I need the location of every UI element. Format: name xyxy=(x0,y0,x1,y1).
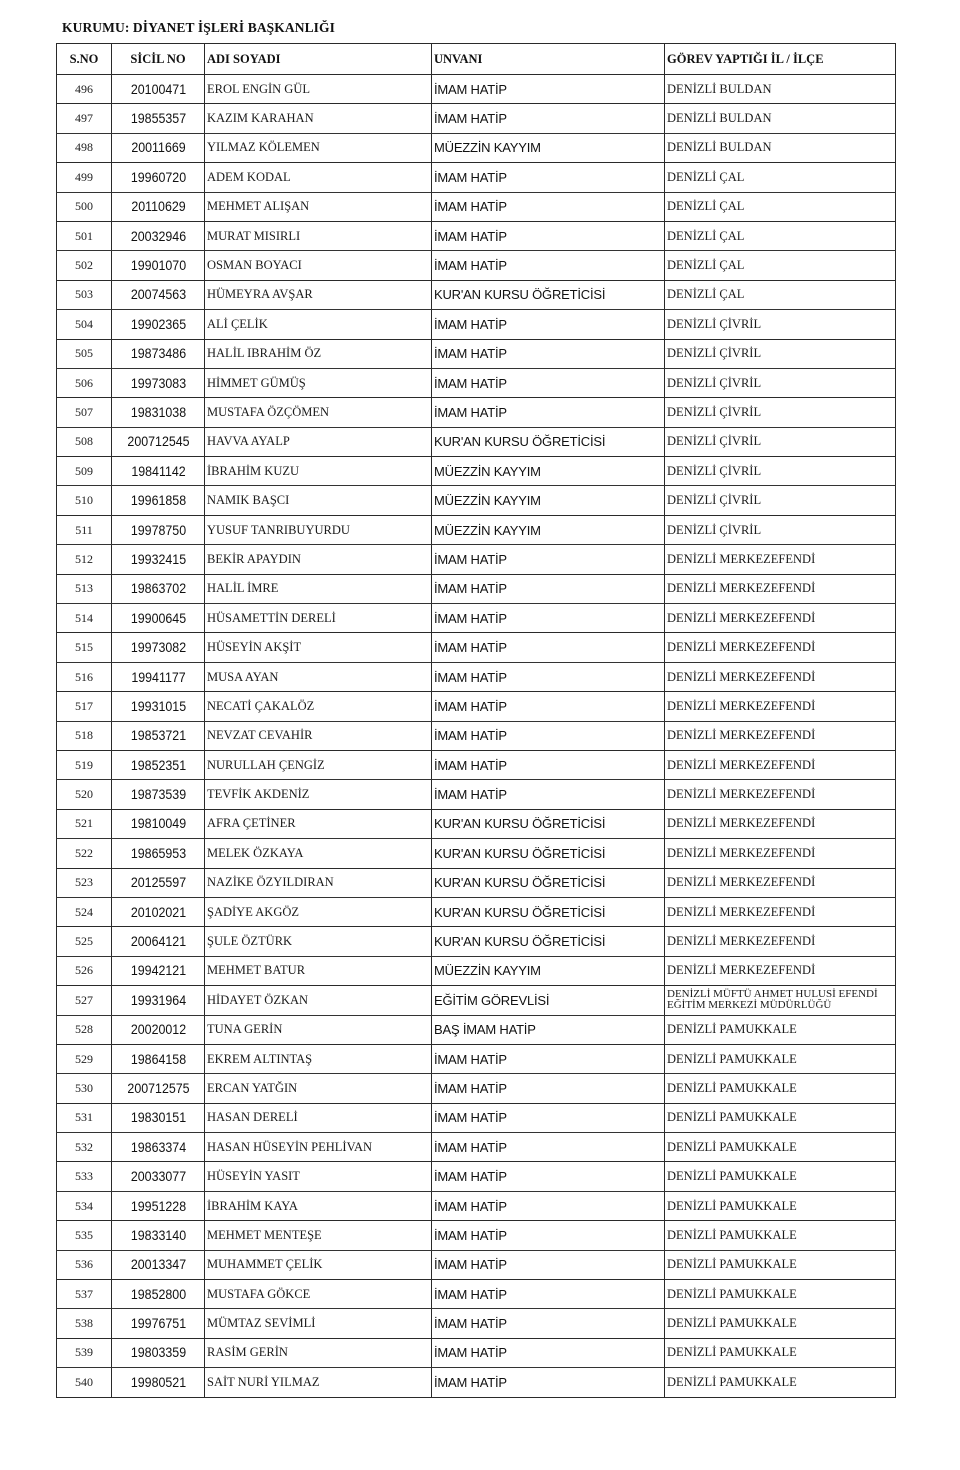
cell-name: NURULLAH ÇENGİZ xyxy=(205,750,432,779)
table-row xyxy=(57,368,896,397)
cell-sicil-no: 19831038 xyxy=(115,398,201,427)
cell-name: HAVVA AYALP xyxy=(205,427,432,456)
cell-name: HİMMET GÜMÜŞ xyxy=(205,368,432,397)
cell-sicil-no: 20100471 xyxy=(115,75,201,104)
cell-unvan: İMAM HATİP xyxy=(432,1368,665,1397)
cell-sicil-no: 19960720 xyxy=(115,163,201,192)
cell-gorev-yeri: DENİZLİ ÇAL xyxy=(665,251,896,280)
table-row xyxy=(57,809,896,838)
cell-unvan: İMAM HATİP xyxy=(432,1221,665,1250)
cell-name: RASİM GERİN xyxy=(205,1338,432,1367)
cell-sno: 508 xyxy=(57,427,112,456)
table-row xyxy=(57,339,896,368)
cell-sno: 537 xyxy=(57,1280,112,1309)
cell-sno: 536 xyxy=(57,1250,112,1279)
cell-sno: 513 xyxy=(57,574,112,603)
cell-sno: 500 xyxy=(57,192,112,221)
cell-unvan: KUR'AN KURSU ÖĞRETİCİSİ xyxy=(432,927,665,956)
table-row xyxy=(57,721,896,750)
cell-gorev-yeri: DENİZLİ BULDAN xyxy=(665,104,896,133)
table-row xyxy=(57,986,896,1015)
cell-sicil-no: 19841142 xyxy=(115,457,201,486)
table-row xyxy=(57,956,896,985)
cell-gorev-yeri: DENİZLİ MERKEZEFENDİ xyxy=(665,633,896,662)
cell-unvan: MÜEZZİN KAYYIM xyxy=(432,956,665,985)
cell-sno: 524 xyxy=(57,897,112,926)
cell-unvan: BAŞ İMAM HATİP xyxy=(432,1015,665,1044)
cell-sicil-no: 19973083 xyxy=(115,368,201,397)
cell-sno: 511 xyxy=(57,515,112,544)
cell-unvan: İMAM HATİP xyxy=(432,692,665,721)
cell-name: YUSUF TANRIBUYURDU xyxy=(205,515,432,544)
cell-sno: 528 xyxy=(57,1015,112,1044)
cell-gorev-yeri: DENİZLİ PAMUKKALE xyxy=(665,1133,896,1162)
cell-name: EKREM ALTINTAŞ xyxy=(205,1044,432,1073)
cell-unvan: İMAM HATİP xyxy=(432,163,665,192)
cell-sicil-no: 20020012 xyxy=(115,1015,201,1044)
cell-unvan: İMAM HATİP xyxy=(432,251,665,280)
cell-name: HÜSAMETTİN DERELİ xyxy=(205,604,432,633)
table-row xyxy=(57,545,896,574)
cell-gorev-yeri: DENİZLİ PAMUKKALE xyxy=(665,1280,896,1309)
cell-name: ŞADİYE AKGÖZ xyxy=(205,897,432,926)
cell-name: HALİL IBRAHİM ÖZ xyxy=(205,339,432,368)
cell-unvan: İMAM HATİP xyxy=(432,1280,665,1309)
cell-gorev-yeri: DENİZLİ PAMUKKALE xyxy=(665,1015,896,1044)
cell-gorev-yeri: DENİZLİ MERKEZEFENDİ xyxy=(665,692,896,721)
cell-unvan: İMAM HATİP xyxy=(432,1162,665,1191)
cell-gorev-yeri: DENİZLİ ÇİVRİL xyxy=(665,427,896,456)
cell-sno: 523 xyxy=(57,868,112,897)
table-row xyxy=(57,515,896,544)
cell-sno: 501 xyxy=(57,221,112,250)
cell-unvan: KUR'AN KURSU ÖĞRETİCİSİ xyxy=(432,839,665,868)
column-header-sno: S.NO xyxy=(57,44,112,75)
cell-sicil-no: 20074563 xyxy=(115,280,201,309)
cell-gorev-yeri: DENİZLİ PAMUKKALE xyxy=(665,1103,896,1132)
cell-gorev-yeri: DENİZLİ MERKEZEFENDİ xyxy=(665,545,896,574)
cell-sno: 526 xyxy=(57,956,112,985)
cell-name: NAZİKE ÖZYILDIRAN xyxy=(205,868,432,897)
cell-sno: 525 xyxy=(57,927,112,956)
cell-sicil-no: 20013347 xyxy=(115,1250,201,1279)
cell-gorev-yeri: DENİZLİ BULDAN xyxy=(665,133,896,162)
cell-name: MUSA AYAN xyxy=(205,662,432,691)
cell-unvan: İMAM HATİP xyxy=(432,1191,665,1220)
table-row xyxy=(57,692,896,721)
cell-sno: 520 xyxy=(57,780,112,809)
cell-gorev-yeri: DENİZLİ MERKEZEFENDİ xyxy=(665,839,896,868)
cell-unvan: İMAM HATİP xyxy=(432,1103,665,1132)
cell-unvan: İMAM HATİP xyxy=(432,1338,665,1367)
cell-unvan: EĞİTİM GÖREVLİSİ xyxy=(432,986,665,1015)
cell-gorev-yeri: DENİZLİ PAMUKKALE xyxy=(665,1074,896,1103)
cell-gorev-yeri: DENİZLİ MERKEZEFENDİ xyxy=(665,868,896,897)
cell-gorev-yeri: DENİZLİ MERKEZEFENDİ xyxy=(665,574,896,603)
cell-sicil-no: 19902365 xyxy=(115,310,201,339)
cell-name: TUNA GERİN xyxy=(205,1015,432,1044)
cell-sicil-no: 19942121 xyxy=(115,956,201,985)
table-row xyxy=(57,486,896,515)
cell-gorev-yeri: DENİZLİ ÇAL xyxy=(665,280,896,309)
cell-sicil-no: 19900645 xyxy=(115,604,201,633)
cell-unvan: İMAM HATİP xyxy=(432,574,665,603)
cell-sno: 534 xyxy=(57,1191,112,1220)
cell-name: MUSTAFA GÖKCE xyxy=(205,1280,432,1309)
cell-name: NAMIK BAŞCI xyxy=(205,486,432,515)
column-header-unvan: UNVANI xyxy=(432,44,665,75)
column-header-name: ADI SOYADI xyxy=(205,44,432,75)
cell-sno: 510 xyxy=(57,486,112,515)
cell-unvan: İMAM HATİP xyxy=(432,604,665,633)
cell-gorev-yeri: DENİZLİ MERKEZEFENDİ xyxy=(665,897,896,926)
cell-sicil-no: 19973082 xyxy=(115,633,201,662)
table-row xyxy=(57,133,896,162)
cell-sno: 530 xyxy=(57,1074,112,1103)
cell-unvan: KUR'AN KURSU ÖĞRETİCİSİ xyxy=(432,427,665,456)
cell-sno: 505 xyxy=(57,339,112,368)
cell-unvan: KUR'AN KURSU ÖĞRETİCİSİ xyxy=(432,897,665,926)
cell-name: MURAT MISIRLI xyxy=(205,221,432,250)
cell-name: MELEK ÖZKAYA xyxy=(205,839,432,868)
cell-name: MÜMTAZ SEVİMLİ xyxy=(205,1309,432,1338)
cell-unvan: İMAM HATİP xyxy=(432,75,665,104)
cell-unvan: İMAM HATİP xyxy=(432,1309,665,1338)
cell-name: NEVZAT CEVAHİR xyxy=(205,721,432,750)
cell-sicil-no: 19951228 xyxy=(115,1191,201,1220)
cell-sicil-no: 20102021 xyxy=(115,897,201,926)
cell-sno: 516 xyxy=(57,662,112,691)
cell-name: HÜSEYİN YASIT xyxy=(205,1162,432,1191)
cell-sicil-no: 20125597 xyxy=(115,868,201,897)
cell-unvan: MÜEZZİN KAYYIM xyxy=(432,486,665,515)
cell-unvan: İMAM HATİP xyxy=(432,104,665,133)
cell-sicil-no: 19852351 xyxy=(115,750,201,779)
cell-gorev-yeri: DENİZLİ MERKEZEFENDİ xyxy=(665,750,896,779)
table-row xyxy=(57,604,896,633)
table-row xyxy=(57,1133,896,1162)
cell-sno: 503 xyxy=(57,280,112,309)
table-row xyxy=(57,927,896,956)
cell-unvan: İMAM HATİP xyxy=(432,662,665,691)
cell-unvan: MÜEZZİN KAYYIM xyxy=(432,457,665,486)
cell-sno: 539 xyxy=(57,1338,112,1367)
cell-name: MEHMET BATUR xyxy=(205,956,432,985)
cell-unvan: İMAM HATİP xyxy=(432,221,665,250)
cell-sno: 515 xyxy=(57,633,112,662)
cell-unvan: İMAM HATİP xyxy=(432,192,665,221)
column-header-gorev: GÖREV YAPTIĞI İL / İLÇE xyxy=(665,44,896,75)
cell-sicil-no: 19863374 xyxy=(115,1133,201,1162)
cell-gorev-yeri: DENİZLİ MERKEZEFENDİ xyxy=(665,662,896,691)
cell-unvan: İMAM HATİP xyxy=(432,545,665,574)
cell-sicil-no: 19931015 xyxy=(115,692,201,721)
cell-name: MUSTAFA ÖZÇÖMEN xyxy=(205,398,432,427)
cell-gorev-yeri: DENİZLİ ÇAL xyxy=(665,221,896,250)
cell-sno: 518 xyxy=(57,721,112,750)
cell-sicil-no: 19865953 xyxy=(115,839,201,868)
cell-name: NECATİ ÇAKALÖZ xyxy=(205,692,432,721)
table-row xyxy=(57,251,896,280)
cell-sno: 529 xyxy=(57,1044,112,1073)
personnel-table xyxy=(56,43,896,1398)
cell-gorev-yeri: DENİZLİ ÇİVRİL xyxy=(665,368,896,397)
cell-gorev-yeri: DENİZLİ MÜFTÜ AHMET HULUSİ EFENDİ EĞİTİM MERKEZİ MÜDÜRLÜĞÜ xyxy=(665,986,896,1015)
cell-sicil-no: 20064121 xyxy=(115,927,201,956)
table-row xyxy=(57,221,896,250)
cell-sno: 533 xyxy=(57,1162,112,1191)
cell-name: HÜMEYRA AVŞAR xyxy=(205,280,432,309)
cell-sno: 504 xyxy=(57,310,112,339)
cell-gorev-yeri: DENİZLİ PAMUKKALE xyxy=(665,1044,896,1073)
cell-sicil-no: 19931964 xyxy=(115,986,201,1015)
cell-sno: 498 xyxy=(57,133,112,162)
cell-sno: 509 xyxy=(57,457,112,486)
cell-unvan: İMAM HATİP xyxy=(432,1074,665,1103)
cell-name: HASAN DERELİ xyxy=(205,1103,432,1132)
table-row xyxy=(57,633,896,662)
cell-sicil-no: 19852800 xyxy=(115,1280,201,1309)
cell-gorev-yeri: DENİZLİ MERKEZEFENDİ xyxy=(665,780,896,809)
cell-gorev-yeri: DENİZLİ PAMUKKALE xyxy=(665,1191,896,1220)
table-row xyxy=(57,1309,896,1338)
cell-sicil-no: 19873539 xyxy=(115,780,201,809)
cell-sicil-no: 19833140 xyxy=(115,1221,201,1250)
cell-sno: 507 xyxy=(57,398,112,427)
table-row xyxy=(57,1338,896,1367)
table-row xyxy=(57,1221,896,1250)
cell-gorev-yeri: DENİZLİ MERKEZEFENDİ xyxy=(665,721,896,750)
cell-name: KAZIM KARAHAN xyxy=(205,104,432,133)
cell-sicil-no: 19864158 xyxy=(115,1044,201,1073)
cell-sicil-no: 19863702 xyxy=(115,574,201,603)
cell-gorev-yeri: DENİZLİ ÇİVRİL xyxy=(665,486,896,515)
cell-unvan: MÜEZZİN KAYYIM xyxy=(432,515,665,544)
cell-name: HÜSEYİN AKŞİT xyxy=(205,633,432,662)
cell-sicil-no: 19961858 xyxy=(115,486,201,515)
cell-sno: 521 xyxy=(57,809,112,838)
cell-gorev-yeri: DENİZLİ MERKEZEFENDİ xyxy=(665,604,896,633)
cell-sno: 502 xyxy=(57,251,112,280)
table-row xyxy=(57,280,896,309)
cell-gorev-yeri: DENİZLİ PAMUKKALE xyxy=(665,1221,896,1250)
cell-name: İBRAHİM KUZU xyxy=(205,457,432,486)
cell-gorev-yeri: DENİZLİ MERKEZEFENDİ xyxy=(665,956,896,985)
cell-sicil-no: 19855357 xyxy=(115,104,201,133)
cell-name: MUHAMMET ÇELİK xyxy=(205,1250,432,1279)
cell-name: EROL ENGİN GÜL xyxy=(205,75,432,104)
cell-name: HASAN HÜSEYİN PEHLİVAN xyxy=(205,1133,432,1162)
document-title: KURUMU: DİYANET İŞLERİ BAŞKANLIĞI xyxy=(62,20,335,35)
table-row xyxy=(57,1280,896,1309)
cell-unvan: İMAM HATİP xyxy=(432,721,665,750)
cell-gorev-yeri: DENİZLİ MERKEZEFENDİ xyxy=(665,809,896,838)
table-row xyxy=(57,457,896,486)
table-row xyxy=(57,868,896,897)
cell-gorev-yeri: DENİZLİ ÇİVRİL xyxy=(665,339,896,368)
table-row xyxy=(57,1044,896,1073)
cell-sicil-no: 19978750 xyxy=(115,515,201,544)
cell-name: MEHMET ALIŞAN xyxy=(205,192,432,221)
cell-sno: 531 xyxy=(57,1103,112,1132)
cell-sno: 497 xyxy=(57,104,112,133)
cell-sicil-no: 20032946 xyxy=(115,221,201,250)
table-row xyxy=(57,1368,896,1397)
cell-sicil-no: 20033077 xyxy=(115,1162,201,1191)
cell-sicil-no: 19810049 xyxy=(115,809,201,838)
cell-gorev-yeri: DENİZLİ PAMUKKALE xyxy=(665,1250,896,1279)
table-row xyxy=(57,427,896,456)
cell-sno: 496 xyxy=(57,75,112,104)
table-row xyxy=(57,310,896,339)
cell-name: TEVFİK AKDENİZ xyxy=(205,780,432,809)
cell-sicil-no: 20110629 xyxy=(115,192,201,221)
cell-sno: 527 xyxy=(57,986,112,1015)
cell-name: İBRAHİM KAYA xyxy=(205,1191,432,1220)
cell-sicil-no: 19803359 xyxy=(115,1338,201,1367)
cell-unvan: MÜEZZİN KAYYIM xyxy=(432,133,665,162)
cell-sno: 540 xyxy=(57,1368,112,1397)
cell-sno: 519 xyxy=(57,750,112,779)
cell-unvan: KUR'AN KURSU ÖĞRETİCİSİ xyxy=(432,809,665,838)
cell-sno: 517 xyxy=(57,692,112,721)
table-row xyxy=(57,897,896,926)
cell-gorev-yeri: DENİZLİ BULDAN xyxy=(665,75,896,104)
cell-unvan: İMAM HATİP xyxy=(432,398,665,427)
table-row xyxy=(57,839,896,868)
table-row xyxy=(57,1162,896,1191)
table-row xyxy=(57,398,896,427)
table-row xyxy=(57,1191,896,1220)
cell-unvan: İMAM HATİP xyxy=(432,780,665,809)
cell-unvan: İMAM HATİP xyxy=(432,1044,665,1073)
cell-gorev-yeri: DENİZLİ ÇAL xyxy=(665,163,896,192)
cell-unvan: İMAM HATİP xyxy=(432,1133,665,1162)
cell-gorev-yeri: DENİZLİ PAMUKKALE xyxy=(665,1309,896,1338)
cell-sno: 499 xyxy=(57,163,112,192)
cell-gorev-yeri: DENİZLİ PAMUKKALE xyxy=(665,1338,896,1367)
cell-sno: 532 xyxy=(57,1133,112,1162)
table-row xyxy=(57,104,896,133)
cell-name: ERCAN YATĞIN xyxy=(205,1074,432,1103)
cell-unvan: İMAM HATİP xyxy=(432,368,665,397)
table-row xyxy=(57,574,896,603)
cell-unvan: İMAM HATİP xyxy=(432,339,665,368)
table-header-row xyxy=(57,44,896,75)
cell-name: ALİ ÇELİK xyxy=(205,310,432,339)
cell-unvan: İMAM HATİP xyxy=(432,310,665,339)
cell-gorev-yeri: DENİZLİ ÇİVRİL xyxy=(665,398,896,427)
column-header-sicil: SİCİL NO xyxy=(112,44,205,75)
cell-name: MEHMET MENTEŞE xyxy=(205,1221,432,1250)
cell-name: OSMAN BOYACI xyxy=(205,251,432,280)
cell-sicil-no: 19901070 xyxy=(115,251,201,280)
table-row xyxy=(57,163,896,192)
cell-sicil-no: 19830151 xyxy=(115,1103,201,1132)
cell-unvan: KUR'AN KURSU ÖĞRETİCİSİ xyxy=(432,868,665,897)
cell-sicil-no: 19853721 xyxy=(115,721,201,750)
cell-name: HİDAYET ÖZKAN xyxy=(205,986,432,1015)
cell-sicil-no: 19932415 xyxy=(115,545,201,574)
cell-unvan: İMAM HATİP xyxy=(432,750,665,779)
cell-sicil-no: 19941177 xyxy=(115,662,201,691)
table-row xyxy=(57,780,896,809)
cell-sno: 512 xyxy=(57,545,112,574)
table-row xyxy=(57,75,896,104)
cell-name: YILMAZ KÖLEMEN xyxy=(205,133,432,162)
cell-sno: 514 xyxy=(57,604,112,633)
cell-name: ŞULE ÖZTÜRK xyxy=(205,927,432,956)
cell-name: BEKİR APAYDIN xyxy=(205,545,432,574)
cell-name: ADEM KODAL xyxy=(205,163,432,192)
cell-gorev-yeri: DENİZLİ MERKEZEFENDİ xyxy=(665,927,896,956)
cell-sno: 535 xyxy=(57,1221,112,1250)
cell-sno: 522 xyxy=(57,839,112,868)
cell-gorev-yeri: DENİZLİ PAMUKKALE xyxy=(665,1162,896,1191)
cell-gorev-yeri: DENİZLİ ÇİVRİL xyxy=(665,457,896,486)
table-row xyxy=(57,1103,896,1132)
cell-sicil-no: 200712545 xyxy=(115,427,201,456)
cell-sicil-no: 19873486 xyxy=(115,339,201,368)
cell-gorev-yeri: DENİZLİ ÇİVRİL xyxy=(665,310,896,339)
cell-gorev-yeri: DENİZLİ PAMUKKALE xyxy=(665,1368,896,1397)
cell-sno: 538 xyxy=(57,1309,112,1338)
cell-name: HALİL İMRE xyxy=(205,574,432,603)
cell-unvan: İMAM HATİP xyxy=(432,633,665,662)
table-row xyxy=(57,1250,896,1279)
table-body xyxy=(57,75,896,1398)
cell-unvan: KUR'AN KURSU ÖĞRETİCİSİ xyxy=(432,280,665,309)
table-row xyxy=(57,750,896,779)
cell-sicil-no: 19976751 xyxy=(115,1309,201,1338)
table-row xyxy=(57,1015,896,1044)
cell-name: SAİT NURİ YILMAZ xyxy=(205,1368,432,1397)
cell-gorev-yeri: DENİZLİ ÇİVRİL xyxy=(665,515,896,544)
table-row xyxy=(57,192,896,221)
cell-name: AFRA ÇETİNER xyxy=(205,809,432,838)
cell-unvan: İMAM HATİP xyxy=(432,1250,665,1279)
cell-gorev-yeri: DENİZLİ ÇAL xyxy=(665,192,896,221)
cell-sicil-no: 19980521 xyxy=(115,1368,201,1397)
table-row xyxy=(57,662,896,691)
cell-sicil-no: 200712575 xyxy=(115,1074,201,1103)
cell-sicil-no: 20011669 xyxy=(115,133,201,162)
table-row xyxy=(57,1074,896,1103)
cell-sno: 506 xyxy=(57,368,112,397)
